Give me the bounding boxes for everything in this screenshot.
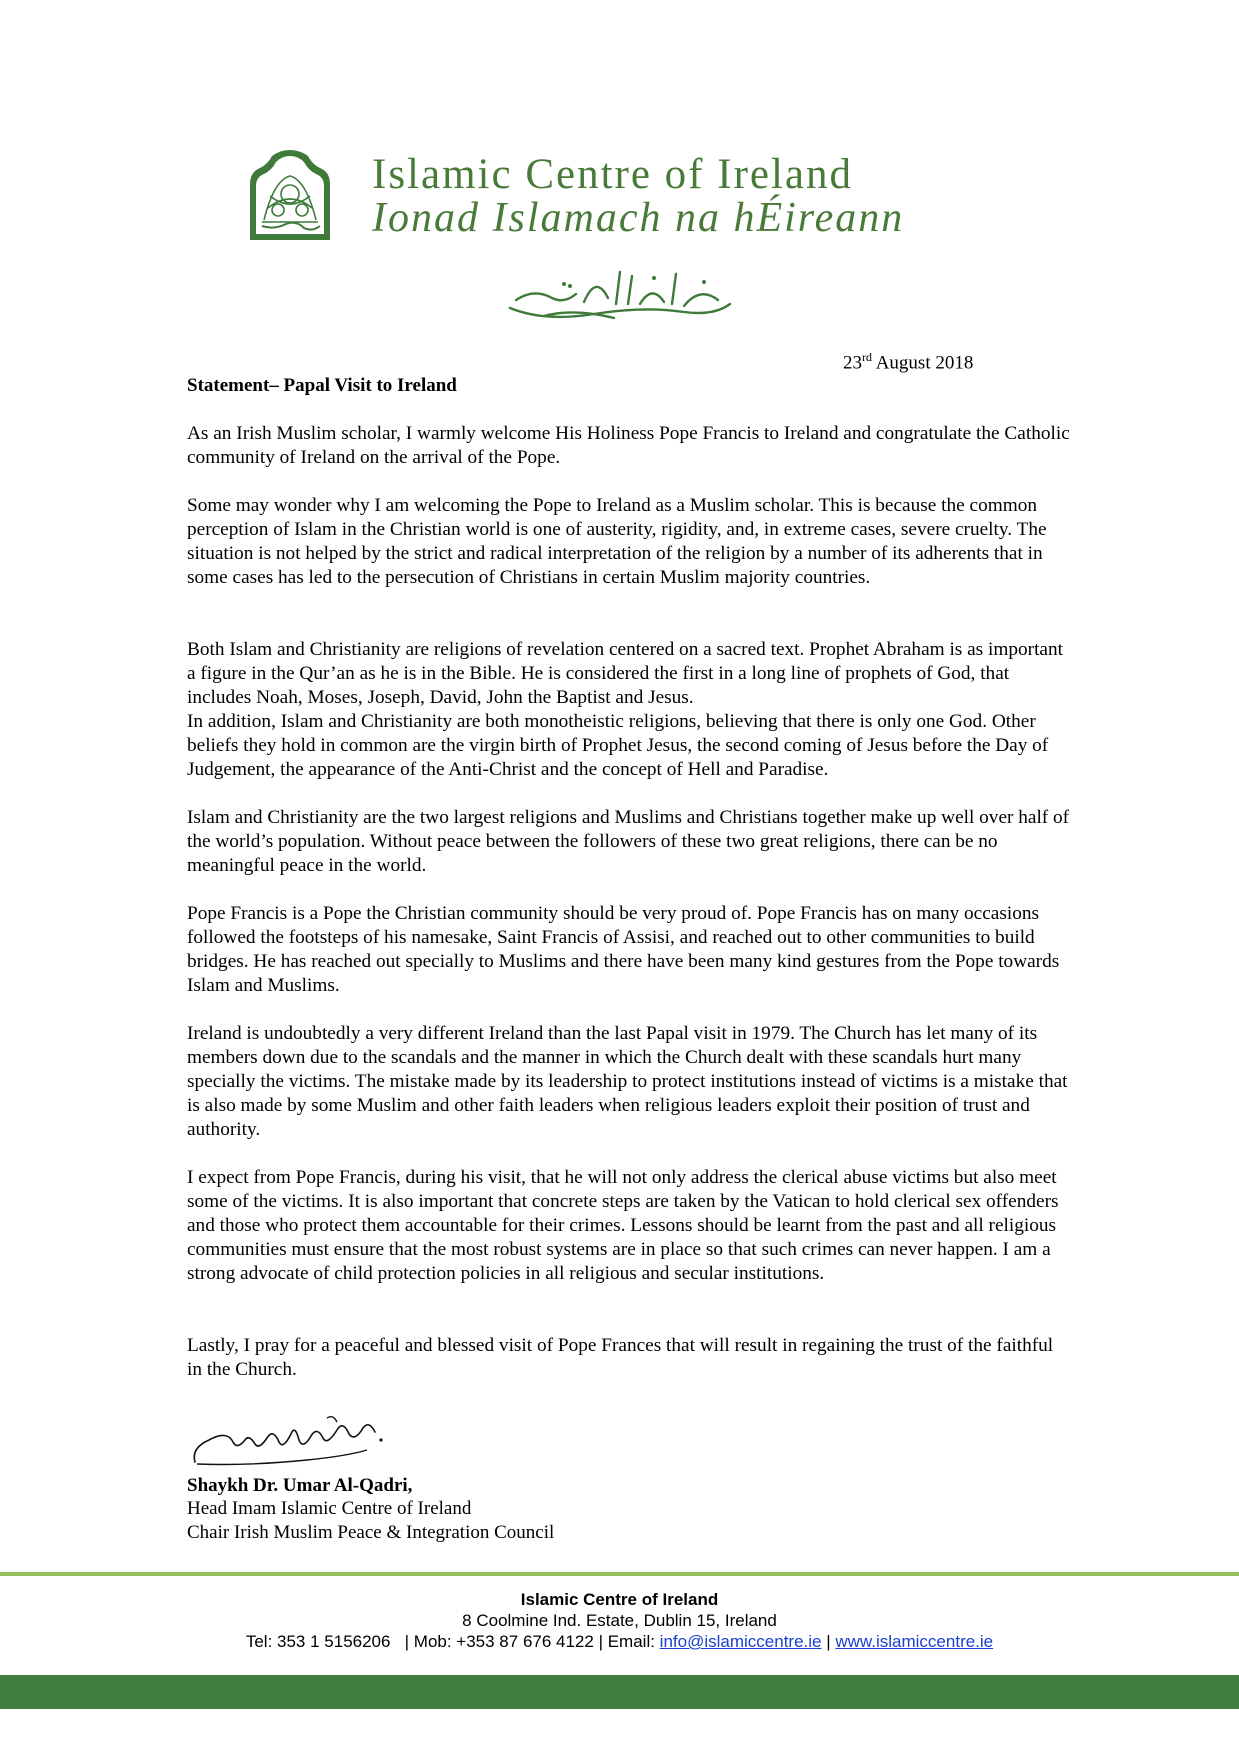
signer-name: Shaykh Dr. Umar Al-Qadri,	[187, 1475, 413, 1496]
bismillah-calligraphy-icon	[504, 264, 736, 326]
footer-band	[0, 1675, 1239, 1709]
paragraph-largest-religions: Islam and Christianity are the two largest religions and Muslims and Christians together make up well over half of the world’s population. Without peace between the followers of these two great religions, there can be no meaningful peace in the world.	[187, 807, 1070, 876]
org-name-irish: Ionad Islamach na hÉireann	[372, 195, 905, 241]
footer-divider	[0, 1572, 1239, 1576]
paragraph-monotheism: In addition, Islam and Christianity are both monotheistic religions, believing that there is only one God. Other beliefs they hold in common are the virgin birth of Prophet Jesus, the second coming of Jesus before the Day of Judgement, the appearance of the Anti-Christ and the concept of Hell and Paradise.	[187, 711, 1049, 780]
paragraph-perception: Some may wonder why I am welcoming the Pope to Ireland as a Muslim scholar. This is because the common perception of Islam in the Christian world is one of austerity, rigidity, and, in extreme cases, severe cruelty. The situation is not helped by the strict and radical interpretation of the religion by a number of its adherents that in some cases has led to the persecution of Christians in certain Muslim majority countries.	[187, 495, 1047, 588]
paragraph-prayer: Lastly, I pray for a peaceful and blessed visit of Pope Frances that will result in regaining the trust of the faithful in the Church.	[187, 1335, 1054, 1380]
signer-title-imam: Head Imam Islamic Centre of Ireland	[187, 1498, 472, 1519]
signer-title-council: Chair Irish Muslim Peace & Integration Council	[187, 1522, 555, 1543]
paragraph-pope-francis: Pope Francis is a Pope the Christian community should be very proud of. Pope Francis has on many occasions followed the footsteps of his namesake, Saint Francis of Assisi, and reached out to other communities to build bridges. He has reached out specially to Muslims and there have been many kind gestures from the Pope towards Islam and Muslims.	[187, 903, 1060, 996]
handwritten-signature-icon	[187, 1410, 387, 1470]
footer-contact	[0, 1632, 1239, 1652]
mosque-arch-emblem-icon	[244, 150, 336, 242]
footer-separator: |	[821, 1632, 836, 1651]
statement-heading: Statement– Papal Visit to Ireland	[187, 375, 457, 396]
footer-phone-numbers: Tel: 353 1 5156206 | Mob: +353 87 676 4122 | Email:	[245, 1632, 660, 1651]
footer-org-name: Islamic Centre of Ireland	[520, 1590, 719, 1609]
org-name: Islamic Centre of Ireland	[372, 151, 854, 198]
paragraph-welcome: As an Irish Muslim scholar, I warmly welcome His Holiness Pope Francis to Ireland and congratulate the Catholic community of Ireland on the arrival of the Pope.	[187, 423, 1070, 468]
paragraph-church-scandals: Ireland is undoubtedly a very different Ireland than the last Papal visit in 1979. The Church has let many of its members down due to the scandals and the manner in which the Church dealt with these scandals hurt many specially the victims. The mistake made by its leadership to protect institutions instead of victims is a mistake that is also made by some Muslim and other faith leaders when religious leaders exploit their position of trust and authority.	[187, 1023, 1068, 1140]
paragraph-revelation: Both Islam and Christianity are religions of revelation centered on a sacred text. Prophet Abraham is as important a figure in the Qur’an as he is in the Bible. He is considered the first in a long line of prophets of God, that includes Noah, Moses, Joseph, David, John the Baptist and Jesus.	[187, 639, 1063, 708]
footer-address: 8 Coolmine Ind. Estate, Dublin 15, Ireland	[462, 1611, 777, 1630]
email-link[interactable]: info@islamiccentre.ie	[659, 1632, 822, 1651]
letter-date: 23rd August 2018	[843, 350, 974, 374]
website-link[interactable]: www.islamiccentre.ie	[835, 1632, 994, 1651]
paragraph-expectations: I expect from Pope Francis, during his visit, that he will not only address the clerical abuse victims but also meet some of the victims. It is also important that concrete steps are taken by the Vatican to hold clerical sex offenders and those who protect them accountable for their crimes. Lessons should be learnt from the past and all religious communities must ensure that the most robust systems are in place so that such crimes can never happen. I am a strong advocate of child protection policies in all religious and secular institutions.	[187, 1167, 1059, 1284]
